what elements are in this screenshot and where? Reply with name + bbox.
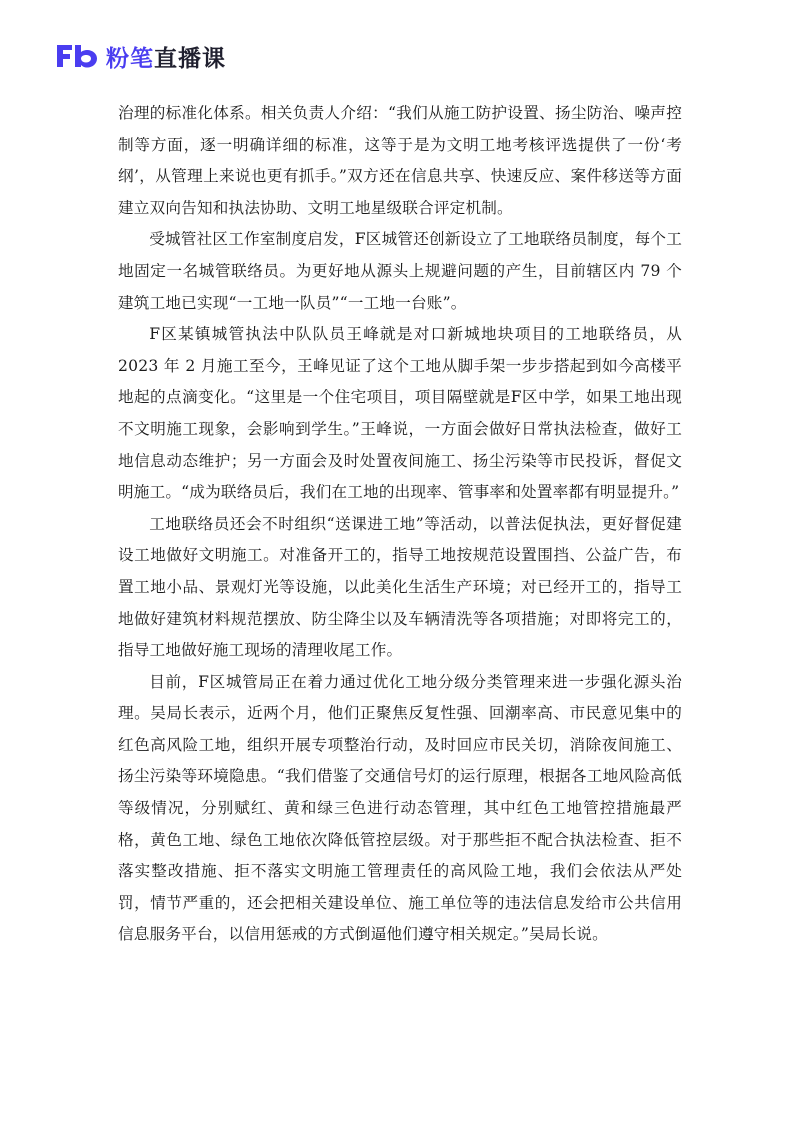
paragraph-3: F区某镇城管执法中队队员王峰就是对口新城地块项目的工地联络员，从 2023 年 2 月施工至今，王峰见证了这个工地从脚手架一步步搭起到如今高楼平地起的点滴变化。“这里是一个住宅项目，项目隔壁就是F区中学，如果工地出现不文明施工现象，会影响到学生。”王峰说，一方面会做好日常执法检查，做好工地信息动态维护；另一方面会及时处置夜间施工、扬尘污染等市民投诉，督促文明施工。“成为联络员后，我们在工地的出现率、管事率和处置率都有明显提升。” [118,325,682,502]
brand-name-part1: 粉笔 [106,45,154,72]
paragraph-5: 目前，F区城管局正在着力通过优化工地分级分类管理来进一步强化源头治理。吴局长表示，近两个月，他们正聚焦反复性强、回潮率高、市民意见集中的红色高风险工地，组织开展专项整治行动，及时回应市民关切，消除夜间施工、扬尘污染等环境隐患。“我们借鉴了交通信号灯的运行原理，根据各工地风险高低等级情况，分别赋红、黄和绿三色进行动态管理，其中红色工地管控措施最严格，黄色工地、绿色工地依次降低管控层级。对于那些拒不配合执法检查、拒不落实整改措施、拒不落实文明施工管理责任的高风险工地，我们会依法从严处罚，情节严重的，还会把相关建设单位、施工单位等的违法信息发给市公共信用信息服务平台，以信用惩戒的方式倒逼他们遵守相关规定。”吴局长说。 [118,672,682,944]
page-header [54,38,226,74]
paragraph-2: 受城管社区工作室制度启发，F区城管还创新设立了工地联络员制度，每个工地固定一名城管联络员。为更好地从源头上规避问题的产生，目前辖区内 79 个建筑工地已实现“一工地一队员”“一工地一台账”。 [118,230,682,312]
paragraph-4: 工地联络员还会不时组织“送课进工地”等活动，以普法促执法，更好督促建设工地做好文明施工。对准备开工的，指导工地按规范设置围挡、公益广告，布置工地小品、景观灯光等设施，以此美化生活生产环境；对已经开工的，指导工地做好建筑材料规范摆放、防尘降尘以及车辆清洗等各项措施；对即将完工的，指导工地做好施工现场的清理收尾工作。 [118,514,682,660]
fenbi-logo-icon [54,41,100,71]
brand-name [106,40,226,73]
brand-name-part2: 直播课 [154,45,226,72]
article-body [118,98,682,951]
paragraph-1: 治理的标准化体系。相关负责人介绍：“我们从施工防护设置、扬尘防治、噪声控制等方面，逐一明确详细的标准，这等于是为文明工地考核评选提供了一份‘考纲’，从管理上来说也更有抓手。”双方还在信息共享、快速反应、案件移送等方面建立双向告知和执法协助、文明工地星级联合评定机制。 [118,104,682,217]
